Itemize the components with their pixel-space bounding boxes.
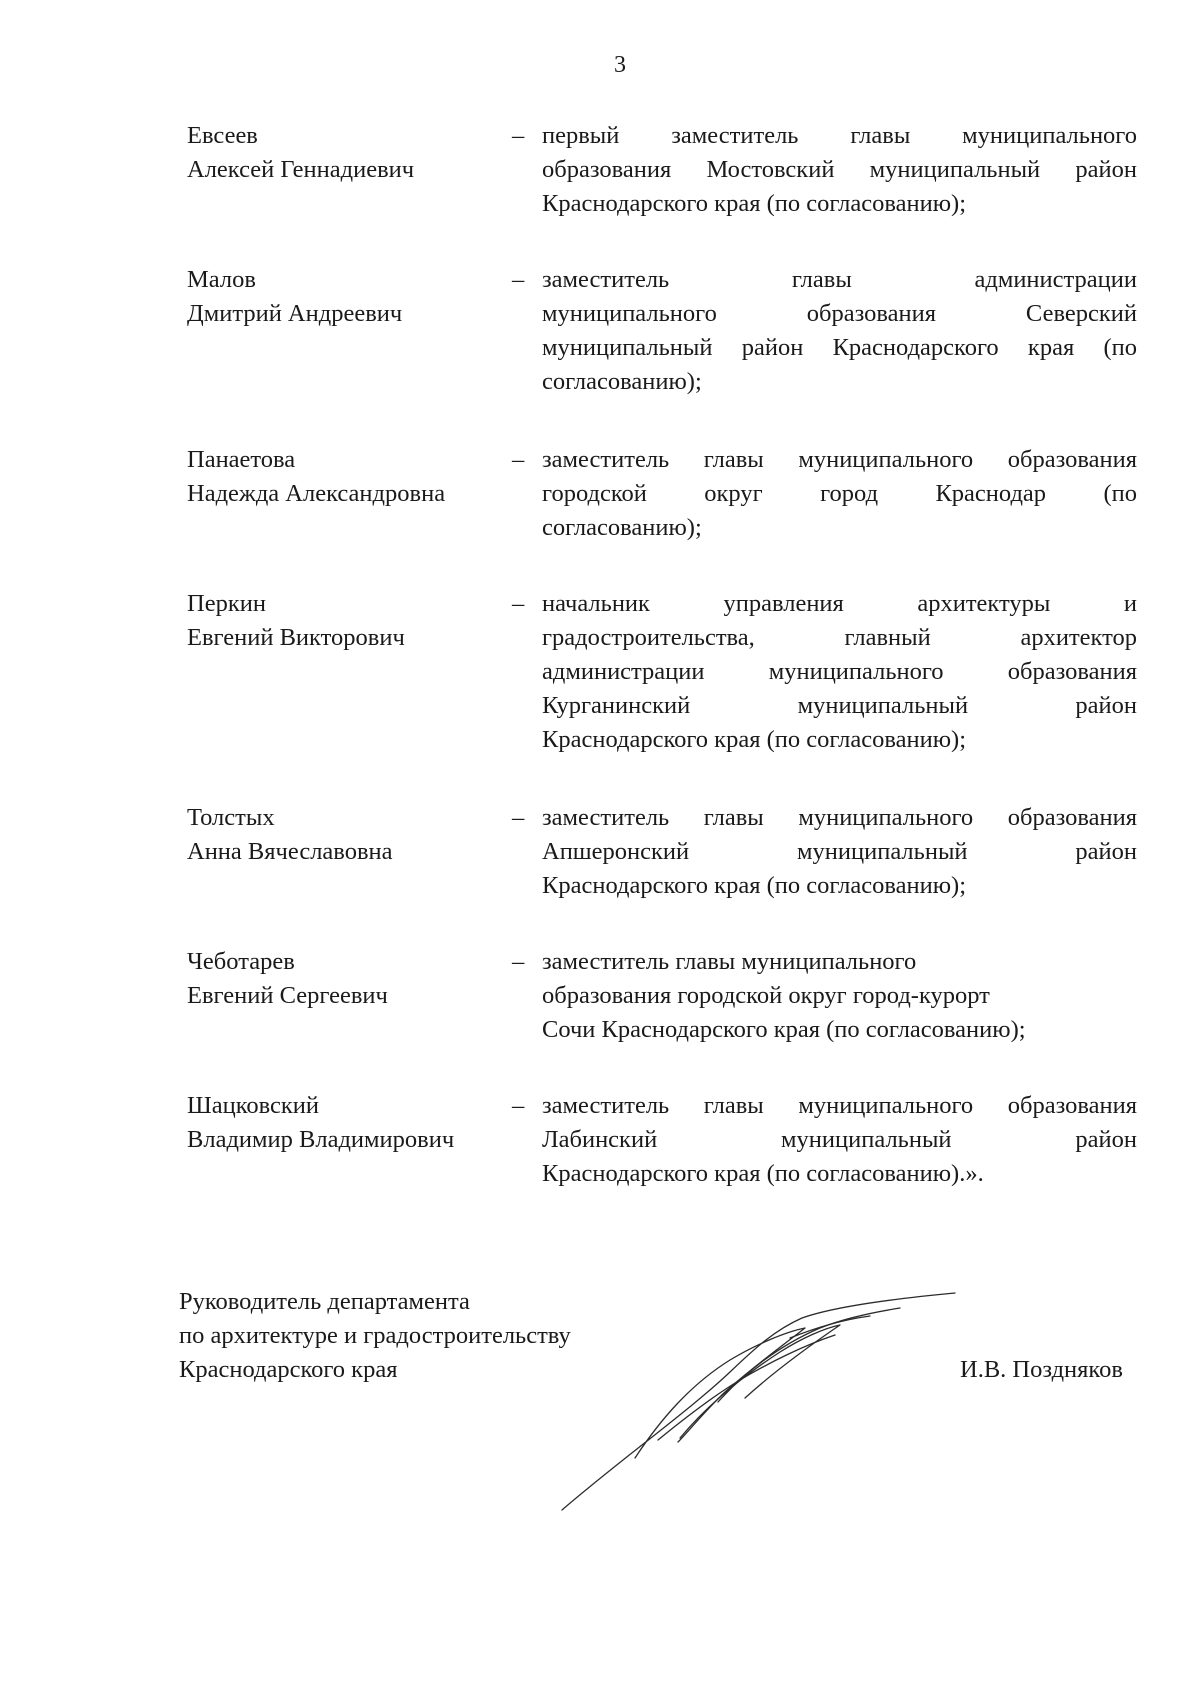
member-name [187, 801, 487, 869]
position-line: согласованию); [542, 368, 702, 395]
position-line: заместитель главы муниципального образования [542, 446, 1137, 473]
handwritten-signature [540, 1290, 960, 1520]
position-line: Краснодарского края (по согласованию).». [542, 1160, 984, 1187]
position-line: согласованию); [542, 514, 702, 541]
position-line: администрации муниципального образования [542, 658, 1137, 685]
member-name [187, 263, 487, 331]
position-line: заместитель главы администрации [542, 266, 1137, 293]
page-number: 3 [614, 52, 626, 78]
member-position [542, 263, 1137, 399]
position-line: первый заместитель главы муниципального [542, 122, 1137, 149]
signatory-position-line: Руководитель департамента [179, 1288, 470, 1315]
position-line: муниципальный район Краснодарского края (по [542, 334, 1137, 361]
member-given-name: Евгений Сергеевич [187, 982, 388, 1009]
position-line: Апшеронский муниципальный район [542, 838, 1137, 865]
dash-separator: – [512, 948, 525, 975]
position-line: заместитель главы муниципального образования [542, 1092, 1137, 1119]
member-name [187, 119, 487, 187]
member-given-name: Анна Вячеславовна [187, 838, 393, 865]
position-line: образования городской округ город-курорт [542, 982, 990, 1009]
dash-separator: – [512, 1092, 525, 1119]
signatory-name: И.В. Поздняков [960, 1356, 1123, 1383]
position-line: Сочи Краснодарского края (по согласованию); [542, 1016, 1026, 1043]
position-line: начальник управления архитектуры и [542, 590, 1137, 617]
member-position [542, 119, 1137, 221]
dash-separator: – [512, 122, 525, 149]
member-surname: Малов [187, 266, 256, 293]
signatory-position-line: Краснодарского края [179, 1356, 398, 1383]
position-line: образования Мостовский муниципальный район [542, 156, 1137, 183]
position-line: городской округ город Краснодар (по [542, 480, 1137, 507]
position-line: Лабинский муниципальный район [542, 1126, 1137, 1153]
position-line: градостроительства, главный архитектор [542, 624, 1137, 651]
position-line: Краснодарского края (по согласованию); [542, 190, 967, 217]
position-line: Краснодарского края (по согласованию); [542, 726, 967, 753]
position-line: муниципального образования Северский [542, 300, 1137, 327]
member-name [187, 1089, 487, 1157]
member-given-name: Надежда Александровна [187, 480, 446, 507]
dash-separator: – [512, 590, 525, 617]
member-given-name: Алексей Геннадиевич [187, 156, 415, 183]
dash-separator: – [512, 266, 525, 293]
position-line: Курганинский муниципальный район [542, 692, 1137, 719]
member-position [542, 587, 1137, 757]
member-surname: Панаетова [187, 446, 296, 473]
member-position [542, 1089, 1137, 1191]
member-given-name: Владимир Владимирович [187, 1126, 455, 1153]
member-position [542, 945, 1137, 1047]
member-surname: Евсеев [187, 122, 258, 149]
signatory-position [179, 1285, 571, 1387]
member-position [542, 801, 1137, 903]
signatory-position-line: по архитектуре и градостроительству [179, 1322, 571, 1349]
member-position [542, 443, 1137, 545]
member-name [187, 945, 487, 1013]
member-surname: Толстых [187, 804, 275, 831]
member-surname: Чеботарев [187, 948, 295, 975]
member-surname: Шацковский [187, 1092, 320, 1119]
position-line: Краснодарского края (по согласованию); [542, 872, 967, 899]
dash-separator: – [512, 804, 525, 831]
member-given-name: Дмитрий Андреевич [187, 300, 403, 327]
member-given-name: Евгений Викторович [187, 624, 405, 651]
position-line: заместитель главы муниципального [542, 948, 917, 975]
member-name [187, 587, 487, 655]
member-name [187, 443, 487, 511]
dash-separator: – [512, 446, 525, 473]
position-line: заместитель главы муниципального образования [542, 804, 1137, 831]
member-surname: Перкин [187, 590, 266, 617]
